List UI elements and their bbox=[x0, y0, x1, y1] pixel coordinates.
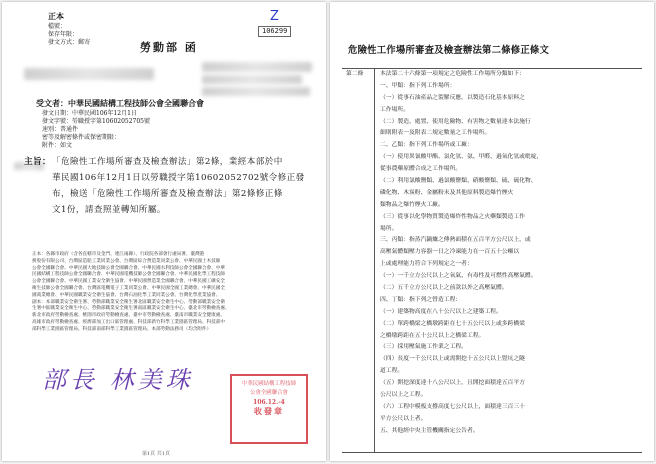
amendment-title: 危險性工作場所審查及檢查辦法第二條修正條文 bbox=[348, 45, 550, 56]
subject-label: 主旨： bbox=[24, 157, 51, 167]
table-bottom-rule bbox=[342, 452, 642, 453]
article-line: 四、丁類：指下列之營造工程： bbox=[380, 296, 462, 303]
sender-method: 發文方式：郵寄 bbox=[48, 39, 91, 46]
article-line: （五）開挖深度達十八公尺以上，且開挖面積達五百平方 bbox=[380, 380, 525, 387]
seal-line: 中華民國結構工程技師 bbox=[242, 381, 296, 387]
cc-line: 務股份有限公司、台灣區造船工業同業公會、台灣區綜合營造業同業公會、中華民國土木技師 bbox=[32, 258, 221, 264]
archive-no-label: 檔號： bbox=[48, 23, 67, 30]
secrecy: 密等及解密條件或保密期限： bbox=[42, 134, 121, 141]
article-line: （一）從事石油產品之裂解反應，以製造石化基本原料之 bbox=[380, 94, 525, 101]
article-line: 平方公尺以上者。 bbox=[380, 415, 427, 422]
cc-line: 民國結構工程技師公會全國聯合會、中華民國電機技師公會全國聯合會、中華民國化學工程技師 bbox=[32, 272, 225, 278]
cc-line: 部科學工業園區管理局、科技部南部科學工業園區管理局、本部勞動法務司（均含附件） bbox=[32, 326, 212, 332]
article-line: 從事農藥原體合成之工作場所。 bbox=[380, 166, 462, 173]
article-line: 五、其他經中央主管機關指定公告者。 bbox=[380, 427, 479, 434]
serial-handwritten: Z bbox=[270, 9, 279, 24]
issue-date: 發文日期：中華民國106年12月1日 bbox=[42, 110, 137, 117]
serial-number: 106299 bbox=[258, 26, 291, 37]
cc-line: 衛生技師公會全國聯合會、台灣區電機電子工業同業公會、中華民國全國工業總會、中華民國全 bbox=[32, 285, 225, 291]
article-line: 工作場所。 bbox=[380, 106, 409, 113]
recipient: 受文者：中華民國結構工程技師公會全國聯合會 bbox=[36, 98, 204, 108]
article-line: 二、乙類：指下列工作場所或工廠： bbox=[380, 142, 473, 149]
seal-line: 收發章 bbox=[254, 406, 284, 416]
official-letter-page bbox=[2, 2, 326, 461]
article-body bbox=[380, 72, 648, 441]
preservation-label: 保存年限： bbox=[48, 31, 79, 38]
copy-mark: 正本 bbox=[48, 11, 64, 21]
article-line: 類物品之爆竹煙火工廠。 bbox=[380, 201, 444, 208]
article-line: 場所。 bbox=[380, 225, 398, 232]
article-line: 公尺以上之工程。 bbox=[380, 392, 427, 399]
article-line: （六）工程中模板支撐高度七公尺以上，面積達三百三十 bbox=[380, 403, 525, 410]
attachment: 附件：如文 bbox=[42, 142, 73, 149]
article-line: （二）五千立方公尺以上之前款以外之高壓氣體。 bbox=[380, 285, 508, 292]
article-line: （二）單跨橋梁之橋墩跨距在七十五公尺以上或多跨橋梁 bbox=[380, 320, 525, 327]
amendment-text-page bbox=[330, 2, 654, 461]
document-title: 勞動部 函 bbox=[140, 41, 198, 54]
page-footer: 第1頁 共1頁 bbox=[142, 451, 170, 457]
seal-line: 公會全國聯合會 bbox=[250, 390, 288, 396]
article-line: （三）採用壓氣施工作業之工程。 bbox=[380, 344, 467, 351]
table-column-rule bbox=[374, 68, 375, 452]
article-line: （一）建築物高度在八十公尺以上之建築工程。 bbox=[380, 308, 502, 315]
cc-line: 副本：本部職業安全衛生署、勞動部職業安全衛生署北區職業安全衛生中心、勞動部職業安全衛 bbox=[32, 299, 225, 305]
article-line: 一、甲類：指下列工作場所： bbox=[380, 82, 456, 89]
speed: 速別：普通件 bbox=[42, 126, 79, 133]
article-line: （二）製造、處置、使用危險物、有害物之數量達本法施行 bbox=[380, 118, 531, 125]
seal-date: 106.12.-4 bbox=[253, 399, 285, 406]
receipt-seal bbox=[230, 374, 308, 444]
cc-line: 新北市政府勞動檢查處、桃園市政府勞動檢查處、臺中市勞動檢查處、臺南市職業安全健康處、 bbox=[32, 313, 225, 319]
cc-list bbox=[32, 252, 320, 334]
article-line: 道工程。 bbox=[380, 368, 404, 375]
issue-number: 發文字號：勞職授字第10602052705號 bbox=[42, 118, 150, 125]
cc-line: 國商業總會、中華民國職業安全衛生協會、台灣石油化學工業同業公會、台灣化學產業協會、 bbox=[32, 292, 221, 298]
article-line: 三、丙類：指蒸汽鍋爐之傳熱面積在五百平方公尺以上，或 bbox=[380, 237, 531, 244]
cc-line: 高雄市政府勞動檢查處、經濟部加工出口區管理處、科技部新竹科學工業園區管理局、科技部中 bbox=[32, 319, 225, 325]
redacted-address-1 bbox=[202, 62, 312, 72]
article-line: 磷化物、木炭粉、金屬粉末及其他原料製造爆竹煙火 bbox=[380, 189, 514, 196]
article-line: 之橋墩跨距在五十公尺以上之橋梁工程。 bbox=[380, 332, 485, 339]
article-line: 細則附表一及附表二規定數量之工作場所。 bbox=[380, 130, 491, 137]
article-line: 高壓氣體類壓力容器一日之冷凍能力在一百五十公噸以 bbox=[380, 249, 520, 256]
article-line: （一）使用異氰酸甲酯、氯化氫、氨、甲醛、過氧化氫或吡啶， bbox=[380, 154, 543, 161]
cc-line: 公會全國聯合會、中華民國工業安全衛生協會、中華民國營造業全國聯合會、中華民國工礦安全 bbox=[32, 279, 225, 285]
redacted-address-2 bbox=[202, 75, 302, 84]
article-number: 第二條 bbox=[346, 71, 364, 77]
subject-line: 布，檢送「危險性工作場所審查及檢查辦法」第2條修正條 bbox=[52, 189, 283, 199]
redacted-address-3 bbox=[202, 87, 310, 96]
article-line: （二）利用氯酸鹽類、過氯酸鹽類、硝酸鹽類、硫、硫化物、 bbox=[380, 178, 537, 185]
minister-signature: 部長 林美珠 bbox=[42, 366, 194, 394]
table-top-rule bbox=[342, 68, 642, 69]
article-line: 上或處理能力符合下列規定之一者： bbox=[380, 261, 473, 268]
article-line: （三）從事以化學物質製造爆炸性物品之火藥類製造工作 bbox=[380, 213, 525, 220]
cc-line: 生署中區職業安全衛生中心、勞動部職業安全衛生署南區職業安全衛生中心、臺北市勞動檢查處、 bbox=[32, 306, 230, 312]
article-line: （一）一千立方公尺以上之氧氣、有毒性及可燃性高壓氣體。 bbox=[380, 273, 537, 280]
subject-line: 華民國106年12月1日以勞職授字第10602052702號令修正發 bbox=[52, 173, 305, 183]
cc-line: 公會全國聯合會、中華民國大地技師公會全國聯合會、中華民國水利技師公會全國聯合會、中華 bbox=[32, 265, 225, 271]
subject-line: 文1份，請查照並轉知所屬。 bbox=[52, 205, 166, 215]
subject-line: 「危險性工作場所審查及檢查辦法」第2條，業經本部於中 bbox=[52, 157, 283, 167]
article-line: 本法第二十六條第一項規定之危險性工作場所分類如下： bbox=[380, 71, 525, 77]
redacted-header bbox=[24, 68, 154, 80]
cc-line: 正本：各縣市政府（含各直轄市及金門、連江兩縣）、行政院各部會行處局署、臺灣港 bbox=[32, 252, 205, 257]
article-line: （四）長度一千公尺以上或需開挖十五公尺以上豎坑之隧 bbox=[380, 356, 525, 363]
